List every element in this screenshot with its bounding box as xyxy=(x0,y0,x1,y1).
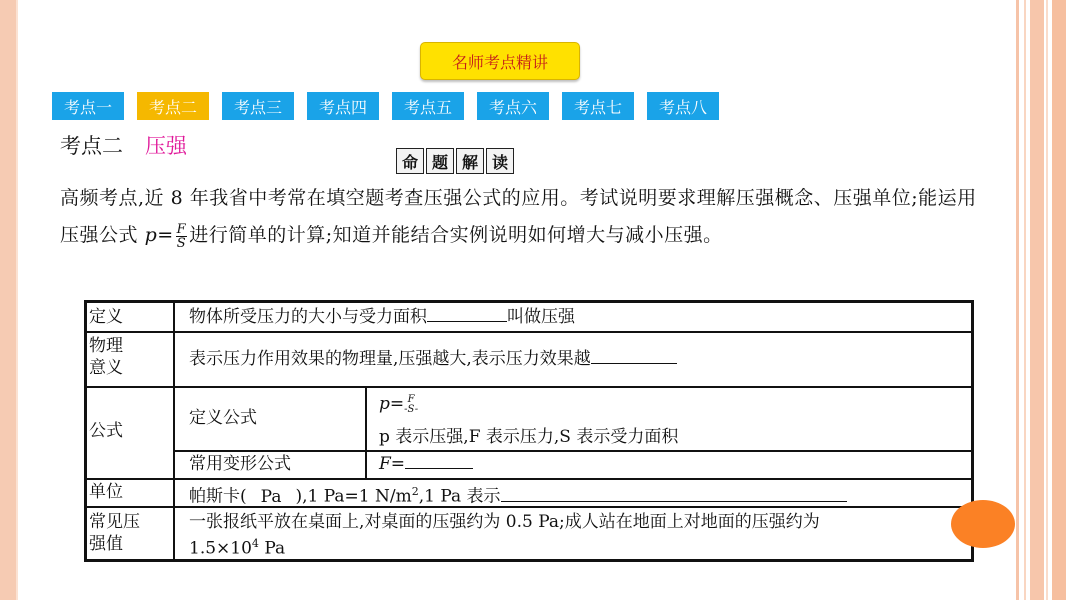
badge-row xyxy=(396,148,514,174)
derived-formula-text: F= xyxy=(379,454,406,474)
formula-fraction xyxy=(404,395,418,415)
badge-char: 命 xyxy=(396,148,424,174)
tab-5[interactable]: 考点五 xyxy=(392,92,464,120)
frac-denominator: S xyxy=(176,235,187,251)
unit-text-b: Pa xyxy=(260,486,282,507)
left-decor-stripe xyxy=(0,0,16,600)
value-unit: Pa xyxy=(258,538,286,559)
head-line: 常见压 xyxy=(89,512,140,532)
next-slide-button[interactable] xyxy=(951,500,1015,548)
frac-numerator: F xyxy=(176,221,187,237)
tab-7[interactable]: 考点七 xyxy=(562,92,634,120)
section-subtitle: 压强 xyxy=(145,134,187,158)
formula-lhs: p xyxy=(379,394,390,414)
unit-text-d: ,1 Pa 表示 xyxy=(418,486,501,507)
tab-4[interactable]: 考点四 xyxy=(307,92,379,120)
section-title xyxy=(60,130,187,160)
value-exponent: 4 xyxy=(251,537,259,550)
formula-lhs: p xyxy=(144,224,158,246)
frac-denominator: -S- xyxy=(404,403,419,415)
common-values-line1: 一张报纸平放在桌面上,对桌面的压强约为 0.5 Pa;成人站在地面上对地面的压强约为 xyxy=(189,512,820,532)
row-head-common-values xyxy=(89,511,140,555)
row-unit-content xyxy=(189,481,847,508)
tab-8[interactable]: 考点八 xyxy=(647,92,719,120)
intro-part2: 进行简单的计算;知道并能结合实例说明如何增大与减小压强。 xyxy=(189,224,723,246)
sub-label-derived-formula: 常用变形公式 xyxy=(189,454,291,474)
definition-tail: 叫做压强 xyxy=(507,307,575,327)
meaning-text: 表示压力作用效果的物理量,压强越大,表示压力效果越 xyxy=(189,349,591,369)
frac-numerator: F xyxy=(407,393,415,405)
badge-char: 读 xyxy=(486,148,514,174)
row-definition-content xyxy=(189,306,575,328)
pressure-table xyxy=(84,300,974,562)
row-common-values-content xyxy=(189,511,820,560)
common-values-line2 xyxy=(189,533,820,560)
intro-paragraph xyxy=(60,180,990,254)
unit-text-a: 帕斯卡( xyxy=(189,486,247,507)
formula-fraction xyxy=(176,223,188,250)
unit-sup: 2 xyxy=(411,485,419,498)
tab-6[interactable]: 考点六 xyxy=(477,92,549,120)
value-base: 1.5×10 xyxy=(189,538,252,559)
derived-formula xyxy=(379,453,473,475)
head-line: 强值 xyxy=(89,534,123,554)
section-title-main: 考点二 xyxy=(60,134,123,158)
head-line: 物理 xyxy=(89,336,123,356)
definition-text: 物体所受压力的大小与受力面积 xyxy=(189,307,427,327)
definition-formula xyxy=(379,393,418,415)
blank-field xyxy=(405,468,473,469)
row-meaning-content xyxy=(189,348,677,370)
row-head-formula: 公式 xyxy=(89,421,123,441)
head-line: 意义 xyxy=(89,358,123,378)
tab-2-active[interactable]: 考点二 xyxy=(137,92,209,120)
unit-text-c: ),1 Pa=1 N/m xyxy=(295,486,412,507)
row-head-definition: 定义 xyxy=(89,307,123,327)
formula-description: p 表示压强,F 表示压力,S 表示受力面积 xyxy=(379,427,679,447)
right-decor-stripes xyxy=(1016,0,1066,600)
row-head-unit: 单位 xyxy=(89,482,123,502)
tab-1[interactable]: 考点一 xyxy=(52,92,124,120)
blank-field xyxy=(427,321,507,322)
blank-field xyxy=(501,501,847,502)
sub-label-definition-formula: 定义公式 xyxy=(189,408,257,428)
row-head-meaning xyxy=(89,335,123,379)
tab-3[interactable]: 考点三 xyxy=(222,92,294,120)
header-button[interactable]: 名师考点精讲 xyxy=(420,42,580,80)
badge-char: 解 xyxy=(456,148,484,174)
intro-part1: 高频考点,近 8 年我省中考常在填空题考查压强公式的应用。考试说明要求理解压强概念、压强单位;能运用压强公式 xyxy=(60,187,977,246)
formula-eq: = xyxy=(389,394,405,414)
badge-char: 题 xyxy=(426,148,454,174)
blank-field xyxy=(591,363,677,364)
formula-eq: = xyxy=(157,224,174,246)
